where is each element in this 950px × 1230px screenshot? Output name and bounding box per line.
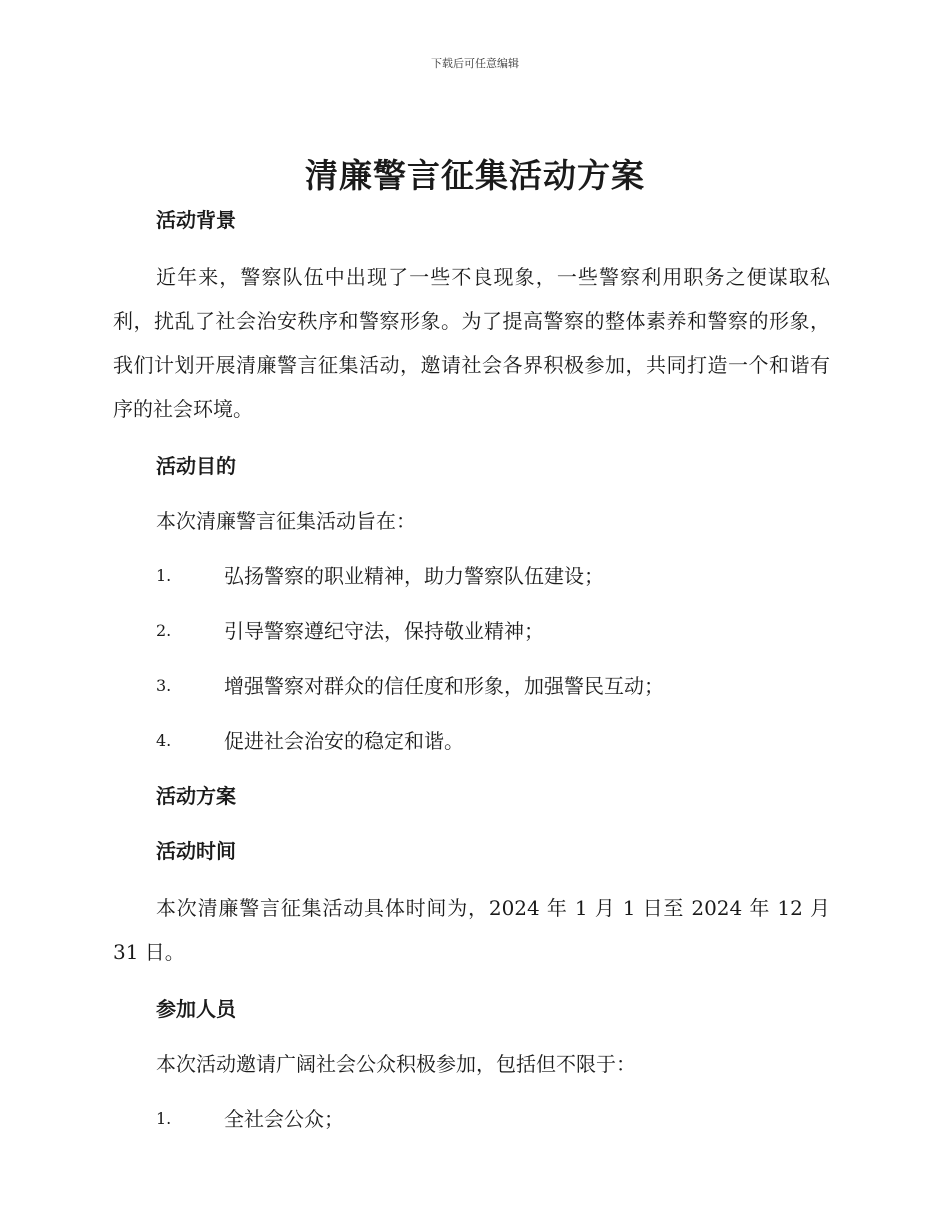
list-item [113, 1099, 830, 1139]
list-item [113, 556, 830, 596]
participants-intro: 本次活动邀请广阔社会公众积极参加，包括但不限于： [156, 1052, 636, 1076]
list-item [113, 611, 830, 651]
list-text: 促进社会治安的稳定和谐。 [224, 729, 464, 753]
list-text: 引导警察遵纪守法，保持敬业精神； [224, 619, 544, 643]
time-paragraph: 本次清廉警言征集活动具体时间为，2024 年 1 月 1 日至 2024 年 12 月 31 日。 [113, 896, 830, 964]
list-item [113, 666, 830, 706]
document-title: 清廉警言征集活动方案 [305, 156, 645, 195]
list-number: 1. [156, 1109, 172, 1128]
list-text: 弘扬警察的职业精神，助力警察队伍建设； [224, 564, 604, 588]
list-text: 全社会公众； [224, 1107, 344, 1131]
section-heading-time: 活动时间 [156, 839, 236, 863]
list-number: 1. [156, 566, 172, 585]
list-item [113, 721, 830, 761]
section-heading-plan: 活动方案 [156, 784, 236, 808]
section-heading-participants: 参加人员 [156, 997, 236, 1021]
list-text: 增强警察对群众的信任度和形象，加强警民互动； [224, 674, 664, 698]
header-note: 下载后可任意编辑 [431, 57, 519, 70]
list-number: 2. [156, 621, 172, 640]
list-number: 4. [156, 731, 172, 750]
document-body [113, 200, 830, 1139]
list-number: 3. [156, 676, 172, 695]
section-heading-background: 活动背景 [156, 208, 236, 232]
section-heading-purpose: 活动目的 [156, 454, 236, 478]
background-paragraph: 近年来，警察队伍中出现了一些不良现象，一些警察利用职务之便谋取私利，扰乱了社会治安秩序和警察形象。为了提高警察的整体素养和警察的形象，我们计划开展清廉警言征集活动，邀请社会各界积极参加，共同打造一个和谐有序的社会环境。 [113, 265, 830, 421]
purpose-intro: 本次清廉警言征集活动旨在： [156, 509, 416, 533]
